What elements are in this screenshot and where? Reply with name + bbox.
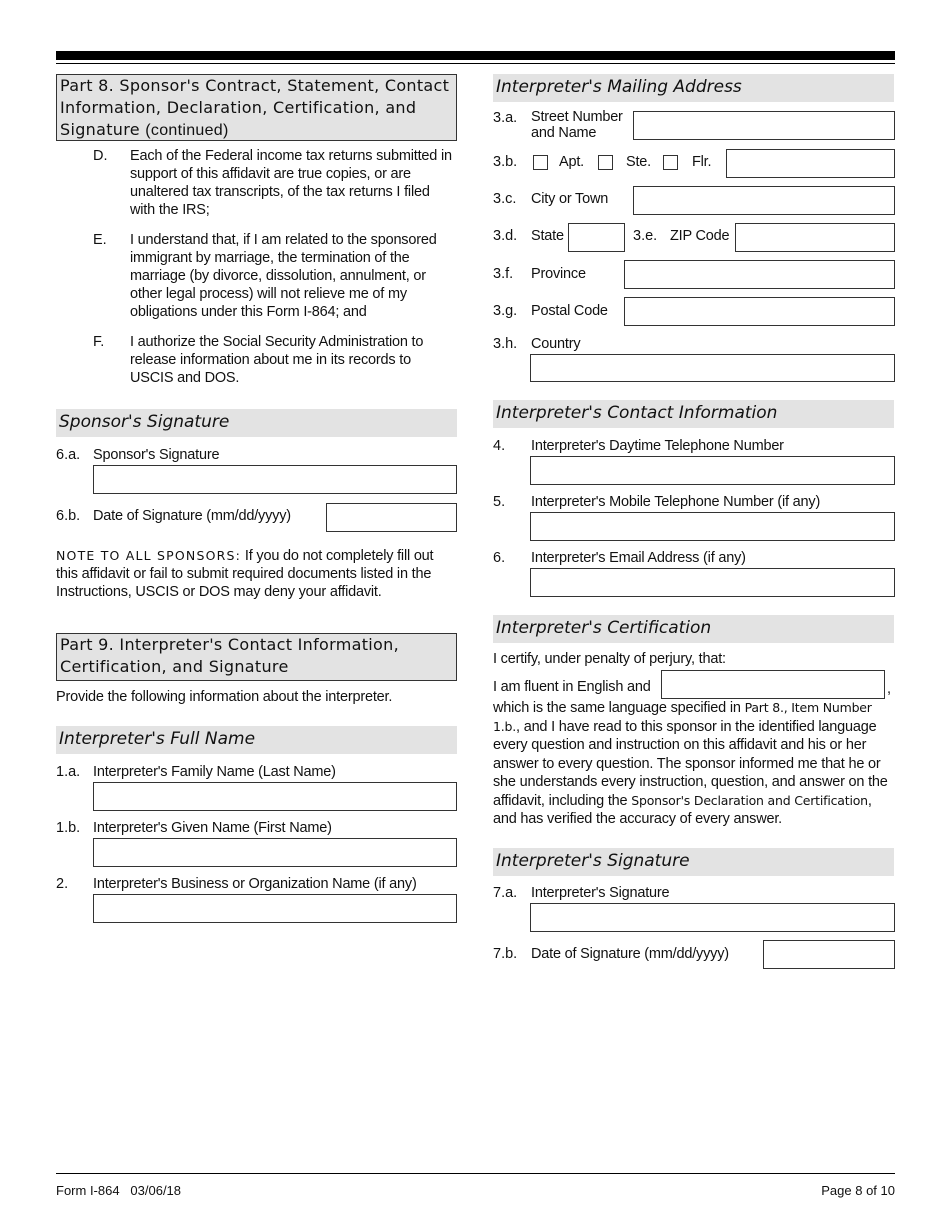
ste-label: Ste. [626, 154, 651, 170]
certify-statement: I certify, under penalty of perjury, that: [493, 651, 726, 667]
part9-header: Part 9. Interpreter's Contact Information, Certification, and Signature [56, 633, 457, 681]
item-7b-number: 7.b. [493, 946, 518, 962]
fluent-label: I am fluent in English and [493, 679, 651, 695]
interpreter-signature-header: Interpreter's Signature [493, 848, 894, 876]
item-d-text: Each of the Federal income tax returns submitted in support of this affidavit are true copies, or are unaltered tax transcripts, of the tax returns I filed with the IRS; [130, 148, 452, 218]
interpreter-mailing-address-header: Interpreter's Mailing Address [493, 74, 894, 102]
note-to-sponsors: NOTE TO ALL SPONSORS: If you do not completely fill out this affidavit or fail to submit required documents listed in the Instructions, USCIS or DOS may deny your affidavit. [56, 548, 434, 600]
item-6b-number: 6.b. [56, 508, 81, 524]
item-3f-label: Province [531, 266, 586, 282]
item-1b-label: Interpreter's Given Name (First Name) [93, 820, 332, 836]
apt-checkbox[interactable] [533, 155, 548, 170]
declaration-reference: Sponsor's Declaration and Certification [631, 792, 868, 808]
item-e-letter: E. [93, 232, 107, 248]
footer-rule [56, 1173, 895, 1174]
item-e-text: I understand that, if I am related to the sponsored immigrant by marriage, the termination of the marriage (by divorce, dissolution, annulment, or other legal process) will not relieve me of my obligations under this Form I-864; and [130, 232, 437, 320]
item-3g-label: Postal Code [531, 303, 608, 319]
interpreter-signature-field[interactable] [530, 903, 895, 932]
item-f-letter: F. [93, 334, 105, 350]
item-1b-number: 1.b. [56, 820, 81, 836]
item-2-label: Interpreter's Business or Organization Name (if any) [93, 876, 417, 892]
item-7b-label: Date of Signature (mm/dd/yyyy) [531, 946, 729, 962]
page-number: Page 8 of 10 [821, 1183, 895, 1198]
postal-code-field[interactable] [624, 297, 895, 326]
country-field[interactable] [530, 354, 895, 382]
mobile-phone-field[interactable] [530, 512, 895, 541]
apt-ste-flr-number-field[interactable] [726, 149, 895, 178]
apt-label: Apt. [559, 154, 584, 170]
item-3c-label: City or Town [531, 191, 609, 207]
item-3f-number: 3.f. [493, 266, 514, 282]
item-5-label: Interpreter's Mobile Telephone Number (if any) [531, 494, 821, 510]
item-3d-label: State [531, 228, 564, 244]
interpreter-contact-header: Interpreter's Contact Information [493, 400, 894, 428]
certification-paragraph: which is the same language specified in Part 8., Item Number 1.b., and I have read to this sponsor in the identified language every question and instruction on this affidavit and his or her answer to every question. The sponsor informed me that he or she understands every instruction, question, and answer on the affidavit, including the Sponsor's Declaration and Certification, and has verified the accuracy of every answer. [493, 700, 888, 827]
item-3b-number: 3.b. [493, 154, 518, 170]
item-6a-label: Sponsor's Signature [93, 447, 220, 463]
top-rule-thick [56, 51, 895, 60]
part8-item-reference: Part 8., Item Number 1.b. [493, 700, 872, 734]
interpreter-organization-field[interactable] [93, 894, 457, 923]
item-4-label: Interpreter's Daytime Telephone Number [531, 438, 784, 454]
item-3d-number: 3.d. [493, 228, 518, 244]
language-comma: , [887, 681, 891, 697]
item-3a-label: Street Number and Name [531, 109, 623, 141]
item-6a-number: 6.a. [56, 447, 81, 463]
ste-checkbox[interactable] [598, 155, 613, 170]
sponsor-signature-header: Sponsor's Signature [56, 409, 457, 437]
item-4-number: 4. [493, 438, 506, 454]
interpreter-signature-date-field[interactable] [763, 940, 895, 969]
daytime-phone-field[interactable] [530, 456, 895, 485]
province-field[interactable] [624, 260, 895, 289]
interpreter-full-name-header: Interpreter's Full Name [56, 726, 457, 754]
sponsor-signature-field[interactable] [93, 465, 457, 494]
state-field[interactable] [568, 223, 625, 252]
interpreter-given-name-field[interactable] [93, 838, 457, 867]
item-3g-number: 3.g. [493, 303, 518, 319]
item-d-letter: D. [93, 148, 108, 164]
language-field[interactable] [661, 670, 885, 699]
interpreter-certification-header: Interpreter's Certification [493, 615, 894, 643]
flr-checkbox[interactable] [663, 155, 678, 170]
city-town-field[interactable] [633, 186, 895, 215]
item-7a-number: 7.a. [493, 885, 518, 901]
item-3a-number: 3.a. [493, 110, 518, 126]
item-5-number: 5. [493, 494, 506, 510]
street-number-name-field[interactable] [633, 111, 895, 140]
item-f-text: I authorize the Social Security Administration to release information about me in its records to USCIS and DOS. [130, 334, 424, 386]
item-7a-label: Interpreter's Signature [531, 885, 670, 901]
part9-intro: Provide the following information about the interpreter. [56, 689, 393, 705]
zip-code-field[interactable] [735, 223, 895, 252]
item-3h-number: 3.h. [493, 336, 518, 352]
flr-label: Flr. [692, 154, 712, 170]
interpreter-family-name-field[interactable] [93, 782, 457, 811]
item-3e-label: ZIP Code [670, 228, 730, 244]
item-2-number: 2. [56, 876, 69, 892]
item-3h-label: Country [531, 336, 581, 352]
item-6b-label: Date of Signature (mm/dd/yyyy) [93, 508, 291, 524]
item-3c-number: 3.c. [493, 191, 517, 207]
item-1a-label: Interpreter's Family Name (Last Name) [93, 764, 336, 780]
item-6-label: Interpreter's Email Address (if any) [531, 550, 746, 566]
item-3e-number: 3.e. [633, 228, 658, 244]
sponsor-signature-date-field[interactable] [326, 503, 457, 532]
part8-header: Part 8. Sponsor's Contract, Statement, Contact Information, Declaration, Certification, and Signature (continued) [56, 74, 457, 141]
email-address-field[interactable] [530, 568, 895, 597]
item-1a-number: 1.a. [56, 764, 81, 780]
top-rule-thin [56, 63, 895, 64]
item-6-number: 6. [493, 550, 506, 566]
form-identifier: Form I-864 03/06/18 [56, 1183, 182, 1198]
